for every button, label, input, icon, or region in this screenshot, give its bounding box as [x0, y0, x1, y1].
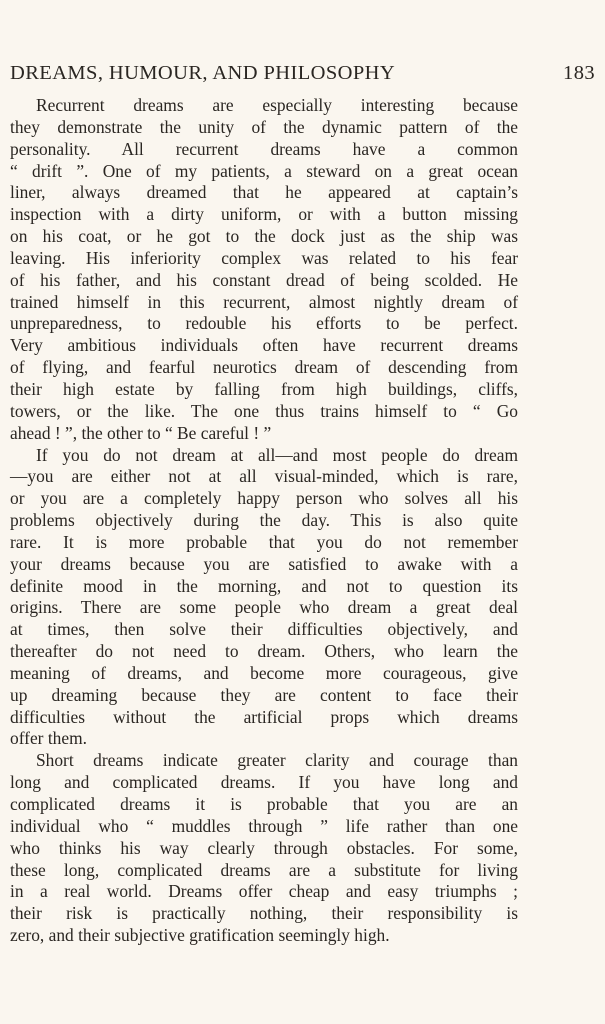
text-line: of his father, and his constant dread of being scolded. He	[10, 269, 518, 290]
text-line: of flying, and fearful neurotics dream of descending from	[10, 357, 518, 378]
chapter-title: DREAMS, HUMOUR, AND PHILOSOPHY	[10, 62, 396, 84]
text-line: problems objectively during the day. This is also quite	[10, 510, 518, 531]
text-line: trained himself in this recurrent, almost nightly dream of	[10, 291, 518, 312]
text-line: in a real world. Dreams offer cheap and easy triumphs ;	[10, 881, 518, 902]
text-line: inspection with a dirty uniform, or with a button missing	[10, 204, 518, 225]
text-line: liner, always dreamed that he appeared at captain’s	[10, 182, 518, 203]
text-line: complicated dreams it is probable that you are an	[10, 794, 518, 814]
page-number: 183	[563, 62, 595, 84]
text-line: rare. It is more probable that you do not remember	[10, 531, 518, 552]
text-line: Short dreams indicate greater clarity and courage than	[36, 750, 518, 771]
text-line: their risk is practically nothing, their responsibility is	[10, 903, 518, 924]
text-line: meaning of dreams, and become more courageous, give	[10, 662, 518, 683]
text-line: ahead ! ”, the other to “ Be careful ! ”	[10, 422, 272, 443]
text-line: on his coat, or he got to the dock just as the ship was	[10, 226, 518, 247]
text-line: at times, then solve their difficulties objectively, and	[10, 619, 518, 640]
text-line: unpreparedness, to redouble his efforts to be perfect.	[10, 313, 518, 334]
text-line: Recurrent dreams are especially interesting because	[36, 95, 518, 115]
text-line: offer them.	[10, 728, 87, 749]
text-line: who thinks his way clearly through obstacles. For some,	[10, 837, 518, 858]
text-line: —you are either not at all visual-minded, which is rare,	[10, 466, 518, 487]
text-line: If you do not dream at all—and most people do dream	[36, 444, 518, 465]
running-head	[10, 60, 595, 86]
text-line: towers, or the like. The one thus trains himself to “ Go	[10, 400, 518, 421]
paragraph	[10, 445, 518, 751]
text-line: your dreams because you are satisfied to awake with a	[10, 553, 518, 574]
text-line: zero, and their subjective gratification seemingly high.	[10, 925, 390, 946]
text-line: personality. All recurrent dreams have a common	[10, 138, 518, 159]
body-text	[10, 95, 518, 947]
paragraph	[10, 750, 518, 947]
paragraph	[10, 95, 518, 445]
text-line: up dreaming because they are content to face their	[10, 684, 518, 705]
text-line: Very ambitious individuals often have recurrent dreams	[10, 335, 518, 356]
text-line: long and complicated dreams. If you have long and	[10, 772, 518, 793]
text-line: difficulties without the artificial props which dreams	[10, 706, 518, 727]
text-line: “ drift ”. One of my patients, a steward on a great ocean	[10, 160, 518, 181]
text-line: definite mood in the morning, and not to question its	[10, 575, 518, 596]
text-line: they demonstrate the unity of the dynamic pattern of the	[10, 116, 518, 137]
text-line: thereafter do not need to dream. Others, who learn the	[10, 641, 518, 662]
text-line: individual who “ muddles through ” life rather than one	[10, 815, 518, 836]
text-line: or you are a completely happy person who solves all his	[10, 488, 518, 509]
text-line: origins. There are some people who dream a great deal	[10, 597, 518, 618]
text-line: these long, complicated dreams are a substitute for living	[10, 859, 518, 880]
text-line: leaving. His inferiority complex was related to his fear	[10, 247, 518, 268]
text-line: their high estate by falling from high buildings, cliffs,	[10, 378, 518, 399]
